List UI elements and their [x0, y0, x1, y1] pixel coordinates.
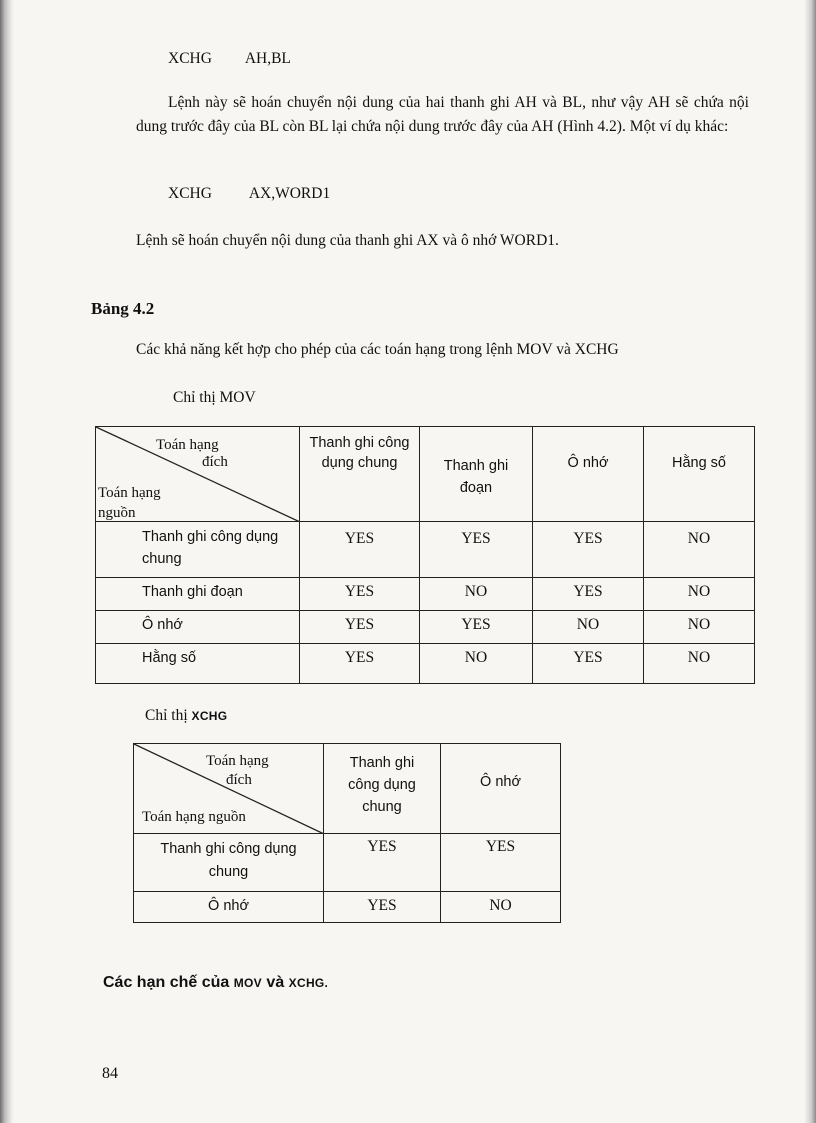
table-cell: NO: [644, 522, 755, 578]
code-mnemonic: XCHG: [168, 185, 212, 202]
row-label: Ô nhớ: [134, 892, 324, 923]
page-left-edge: [0, 0, 14, 1123]
table-cell: NO: [644, 644, 755, 684]
xchg-table-label: Chỉ thị XCHG: [145, 707, 228, 724]
table-cell: YES: [300, 644, 420, 684]
table-cell: YES: [324, 892, 441, 923]
paragraph-2: Lệnh sẽ hoán chuyển nội dung của thanh ghi AX và ô nhớ WORD1.: [136, 232, 559, 249]
code-operands: AX,WORD1: [248, 185, 331, 202]
row-label: Thanh ghi đoạn: [96, 578, 300, 611]
xchg-corner-cell: [134, 744, 324, 834]
xchg-table: [133, 743, 561, 923]
table-cell: NO: [441, 892, 561, 923]
table-cell: YES: [420, 522, 533, 578]
table-cell: YES: [420, 611, 533, 644]
row-label: Ô nhớ: [96, 611, 300, 644]
mov-header-row: [96, 427, 755, 522]
table-cell: NO: [644, 578, 755, 611]
row-label: Thanh ghi công dụng chung: [134, 834, 324, 892]
table-cell: YES: [300, 611, 420, 644]
xchg-header-row: [134, 744, 561, 834]
mov-table: [95, 426, 755, 684]
table-row: [96, 611, 755, 644]
mov-table-label: Chỉ thị MOV: [173, 389, 256, 406]
corner-src-label: Toán hạng nguồn: [142, 809, 246, 825]
page-right-edge: [804, 0, 816, 1123]
table-row: [134, 892, 561, 923]
table-cell: YES: [300, 522, 420, 578]
mov-corner-cell: [96, 427, 300, 522]
table-heading: Bảng 4.2: [91, 299, 155, 318]
table-row: [134, 834, 561, 892]
mov-col-header: Ô nhớ: [533, 427, 644, 522]
mov-col-header: Hằng số: [644, 427, 755, 522]
table-cell: YES: [324, 834, 441, 892]
table-cell: YES: [533, 522, 644, 578]
restrictions-heading: Các hạn chế của MOV và XCHG.: [103, 974, 329, 991]
table-row: [96, 644, 755, 684]
mov-col-header: Thanh ghi công dụng chung: [300, 427, 420, 522]
paragraph-1: Lệnh này sẽ hoán chuyển nội dung của hai thanh ghi AH và BL, như vậy AH sẽ chứa nội dung trước đây của BL còn BL lại chứa nội dung trước đây của AH (Hình 4.2). Một ví dụ khác:: [136, 94, 749, 135]
corner-src-label: Toán hạng nguồn: [98, 485, 161, 521]
table-cell: YES: [533, 578, 644, 611]
table-row: [96, 578, 755, 611]
code-line-1: [168, 50, 291, 68]
table-cell: NO: [420, 644, 533, 684]
xchg-col-header: Ô nhớ: [441, 744, 561, 834]
table-cell: YES: [441, 834, 561, 892]
row-label: Hằng số: [96, 644, 300, 684]
code-mnemonic: XCHG: [168, 50, 212, 67]
corner-dest-label: Toán hạng đích: [206, 753, 269, 788]
code-line-2: [168, 185, 330, 203]
table-cell: YES: [533, 644, 644, 684]
table-cell: YES: [300, 578, 420, 611]
mov-col-header: Thanh ghi đoạn: [420, 427, 533, 522]
table-row: [96, 522, 755, 578]
table-cell: NO: [533, 611, 644, 644]
corner-dest-label: Toán hạng đích: [156, 437, 228, 470]
table-cell: NO: [644, 611, 755, 644]
table-cell: NO: [420, 578, 533, 611]
table-caption: Các khả năng kết hợp cho phép của các toán hạng trong lệnh MOV và XCHG: [136, 341, 619, 358]
row-label: Thanh ghi công dụng chung: [96, 522, 300, 578]
code-operands: AH,BL: [244, 50, 291, 67]
xchg-col-header: Thanh ghi công dụng chung: [324, 744, 441, 834]
page-number: 84: [102, 1065, 118, 1082]
